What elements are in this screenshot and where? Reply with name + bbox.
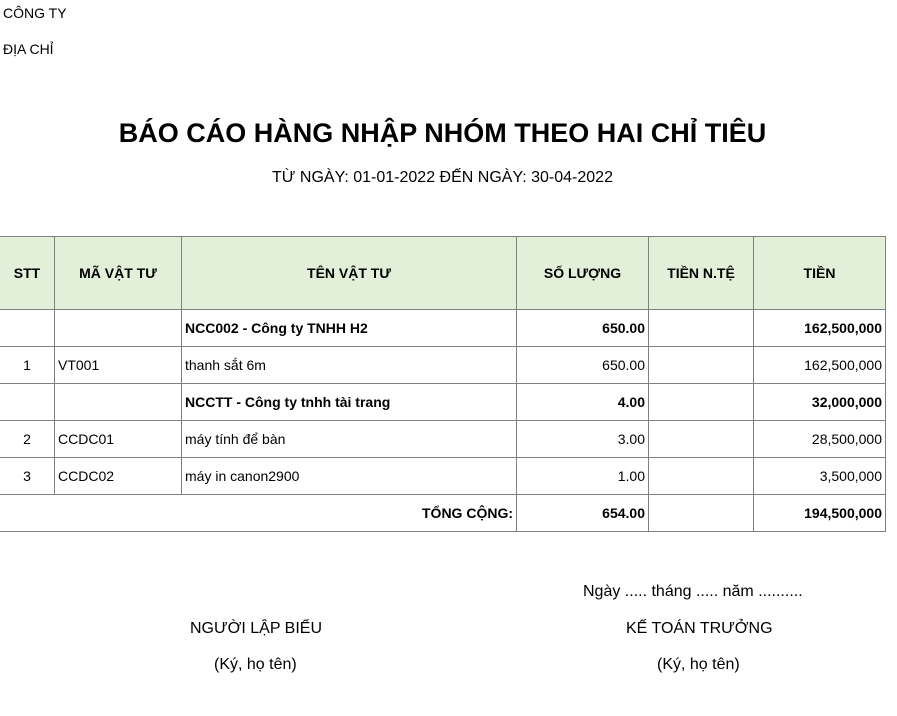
total-foreign-amount-cell [649, 495, 754, 532]
item-code-cell [55, 384, 182, 421]
foreign-amount-cell [649, 421, 754, 458]
quantity-cell: 3.00 [517, 421, 649, 458]
item-name-cell: máy tính để bàn [182, 421, 517, 458]
table-row [0, 421, 886, 458]
total-quantity-cell: 654.00 [517, 495, 649, 532]
amount-cell: 3,500,000 [754, 458, 886, 495]
signature-date-line: Ngày ..... tháng ..... năm .......... [583, 583, 803, 600]
table-total-row [0, 495, 886, 532]
address-label: ĐỊA CHỈ [3, 41, 54, 57]
chief-accountant-title: KẾ TOÁN TRƯỞNG [626, 620, 773, 637]
foreign-amount-cell [649, 310, 754, 347]
report-title: BÁO CÁO HÀNG NHẬP NHÓM THEO HAI CHỈ TIÊU [118, 118, 767, 148]
item-name-cell: máy in canon2900 [182, 458, 517, 495]
foreign-amount-cell [649, 458, 754, 495]
table-row [0, 458, 886, 495]
company-label: CÔNG TY [3, 5, 67, 21]
table-row [0, 347, 886, 384]
stt-cell [0, 310, 55, 347]
column-header-foreign-amount: TIỀN N.TỆ [649, 237, 754, 310]
table-header-row [0, 237, 886, 310]
preparer-signature-note: (Ký, họ tên) [214, 656, 297, 673]
item-name-cell: thanh sắt 6m [182, 347, 517, 384]
report-date-range: TỪ NGÀY: 01-01-2022 ĐẾN NGÀY: 30-04-2022 [272, 169, 613, 186]
column-header-stt: STT [0, 237, 55, 310]
table-group-row [0, 384, 886, 421]
stt-cell [0, 384, 55, 421]
group-name-cell: NCCTT - Công ty tnhh tài trang [182, 384, 517, 421]
total-label: TỔNG CỘNG: [0, 495, 517, 532]
stt-cell: 3 [0, 458, 55, 495]
item-code-cell: CCDC01 [55, 421, 182, 458]
column-header-amount: TIỀN [754, 237, 886, 310]
total-amount-cell: 194,500,000 [754, 495, 886, 532]
item-code-cell: VT001 [55, 347, 182, 384]
item-code-cell [55, 310, 182, 347]
stt-cell: 1 [0, 347, 55, 384]
column-header-item-name: TÊN VẬT TƯ [182, 237, 517, 310]
group-name-cell: NCC002 - Công ty TNHH H2 [182, 310, 517, 347]
preparer-title: NGƯỜI LẬP BIỂU [190, 620, 323, 637]
chief-accountant-signature-note: (Ký, họ tên) [657, 656, 740, 673]
column-header-quantity: SỐ LƯỢNG [517, 237, 649, 310]
amount-cell: 28,500,000 [754, 421, 886, 458]
foreign-amount-cell [649, 347, 754, 384]
table-group-row [0, 310, 886, 347]
quantity-cell: 1.00 [517, 458, 649, 495]
column-header-item-code: MÃ VẬT TƯ [55, 237, 182, 310]
item-code-cell: CCDC02 [55, 458, 182, 495]
stt-cell: 2 [0, 421, 55, 458]
amount-cell: 162,500,000 [754, 310, 886, 347]
amount-cell: 32,000,000 [754, 384, 886, 421]
report-table [0, 236, 886, 532]
quantity-cell: 650.00 [517, 310, 649, 347]
amount-cell: 162,500,000 [754, 347, 886, 384]
foreign-amount-cell [649, 384, 754, 421]
quantity-cell: 4.00 [517, 384, 649, 421]
quantity-cell: 650.00 [517, 347, 649, 384]
